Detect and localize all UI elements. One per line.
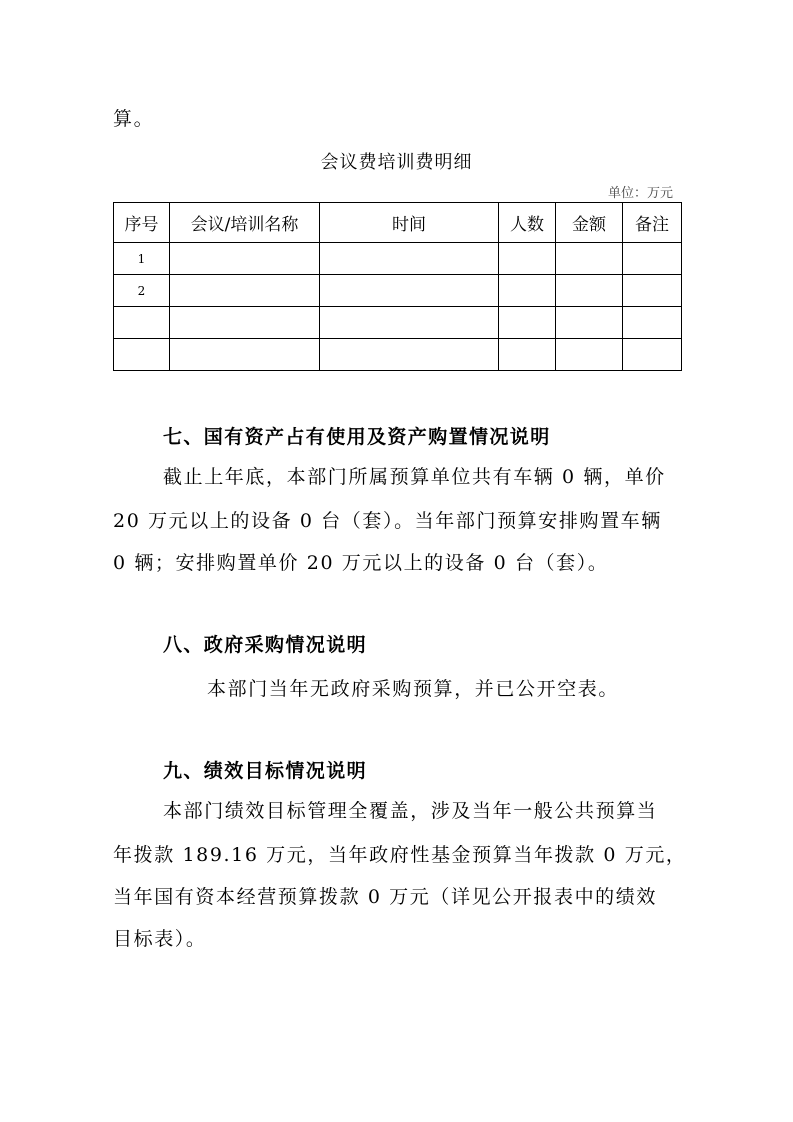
table-cell [170,275,320,307]
section-9-line: 目标表）。 [113,928,207,950]
table-cell [556,243,623,275]
table-cell [320,339,499,371]
table-cell [623,339,682,371]
table-cell: 1 [114,243,170,275]
table-title: 会议费培训费明细 [320,152,473,173]
section-9-line: 年拨款 189.16 万元，当年政府性基金预算当年拨款 0 万元， [113,844,687,866]
table-cell [556,275,623,307]
table-row [114,243,682,275]
header-remarks: 备注 [623,203,682,243]
section-8-line: 本部门当年无政府采购预算，并已公开空表。 [207,678,620,700]
paragraph-fragment: 算。 [113,108,155,130]
header-time: 时间 [320,203,499,243]
section-7-line: 0 辆；安排购置单价 20 万元以上的设备 0 台（套）。 [113,552,609,574]
table-cell [623,307,682,339]
section-7-line: 20 万元以上的设备 0 台（套）。当年部门预算安排购置车辆 [113,510,662,532]
table-cell [556,307,623,339]
table-unit: 单位：万元 [607,186,673,201]
table-row [114,275,682,307]
table-cell [170,307,320,339]
table-cell: 2 [114,275,170,307]
table-cell [170,339,320,371]
table-cell [114,307,170,339]
table-cell [320,243,499,275]
header-amount: 金额 [556,203,623,243]
section-9-line: 当年国有资本经营预算拨款 0 万元（详见公开报表中的绩效 [113,886,657,908]
table-cell [499,243,556,275]
table-cell [320,275,499,307]
section-9-line: 本部门绩效目标管理全覆盖，涉及当年一般公共预算当 [163,800,658,822]
table-cell [170,243,320,275]
section-9-heading: 九、绩效目标情况说明 [163,760,368,782]
table-cell [499,339,556,371]
table-row [114,307,682,339]
header-headcount: 人数 [499,203,556,243]
table-header-row [114,203,682,243]
table-cell [499,307,556,339]
header-meeting-training-name: 会议/培训名称 [170,203,320,243]
section-7-line: 截止上年底，本部门所属预算单位共有车辆 0 辆，单价 [163,466,666,488]
table-cell [556,339,623,371]
table-cell [623,275,682,307]
table-cell [320,307,499,339]
table-cell [499,275,556,307]
table-row [114,339,682,371]
meeting-training-fee-table [113,202,682,371]
table-cell [623,243,682,275]
section-8-heading: 八、政府采购情况说明 [163,634,368,656]
header-serial-number: 序号 [114,203,170,243]
table-cell [114,339,170,371]
section-7-heading: 七、国有资产占有使用及资产购置情况说明 [163,426,551,448]
